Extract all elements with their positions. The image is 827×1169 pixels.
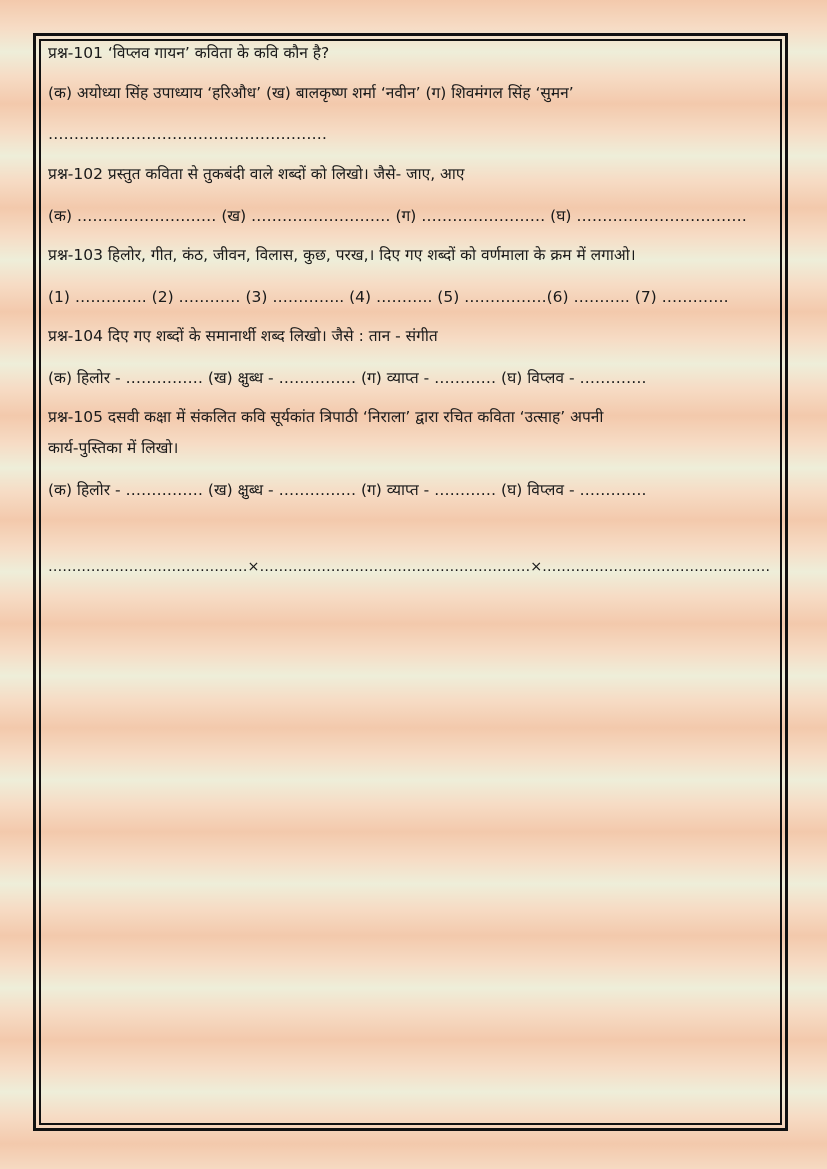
answer-line-104: (क) हिलोर - …………… (ख) क्षुब्ध - …………… (ग) व्याप्त - ………… (घ) विप्लव - …………. <box>48 369 647 387</box>
question-102: प्रश्न-102 प्रस्तुत कविता से तुकबंदी वाले शब्दों को लिखो। जैसे- जाए, आए <box>48 165 465 183</box>
question-105-line-2: कार्य-पुस्तिका में लिखो। <box>48 439 179 457</box>
answer-line-103: (1) ………….. (2) ………… (3) ………….. (4) ……….. (5) …………….(6) ……….. (7) …………. <box>48 288 729 306</box>
answer-line-102: (क) ……………………… (ख) ……………………… (ग) …………………… (घ) …………………………… <box>48 207 747 225</box>
question-101-options: (क) अयोध्या सिंह उपाध्याय ‘हरिऔध’ (ख) बालकृष्ण शर्मा ‘नवीन’ (ग) शिवमंगल सिंह ‘सुमन’ <box>48 84 574 102</box>
answer-line-105: (क) हिलोर - …………… (ख) क्षुब्ध - …………… (ग) व्याप्त - ………… (घ) विप्लव - …………. <box>48 481 647 499</box>
question-105-line-1: प्रश्न-105 दसवी कक्षा में संकलित कवि सूर्यकांत त्रिपाठी ‘निराला’ द्वारा रचित कविता ‘उत्साह’ अपनी <box>48 408 604 426</box>
answer-line-101: ……………………………………………… <box>48 125 327 143</box>
question-104: प्रश्न-104 दिए गए शब्दों के समानार्थी शब्द लिखो। जैसे : तान - संगीत <box>48 327 438 345</box>
end-separator: ……………………………………×…………………………………………………×………………………………………… <box>48 559 771 575</box>
page-border-inner <box>39 39 782 1125</box>
question-103: प्रश्न-103 हिलोर, गीत, कंठ, जीवन, विलास, कुछ, परख,। दिए गए शब्दों को वर्णमाला के क्रम में लगाओ। <box>48 246 636 264</box>
question-101: प्रश्न-101 ‘विप्लव गायन’ कविता के कवि कौन है? <box>48 44 330 62</box>
